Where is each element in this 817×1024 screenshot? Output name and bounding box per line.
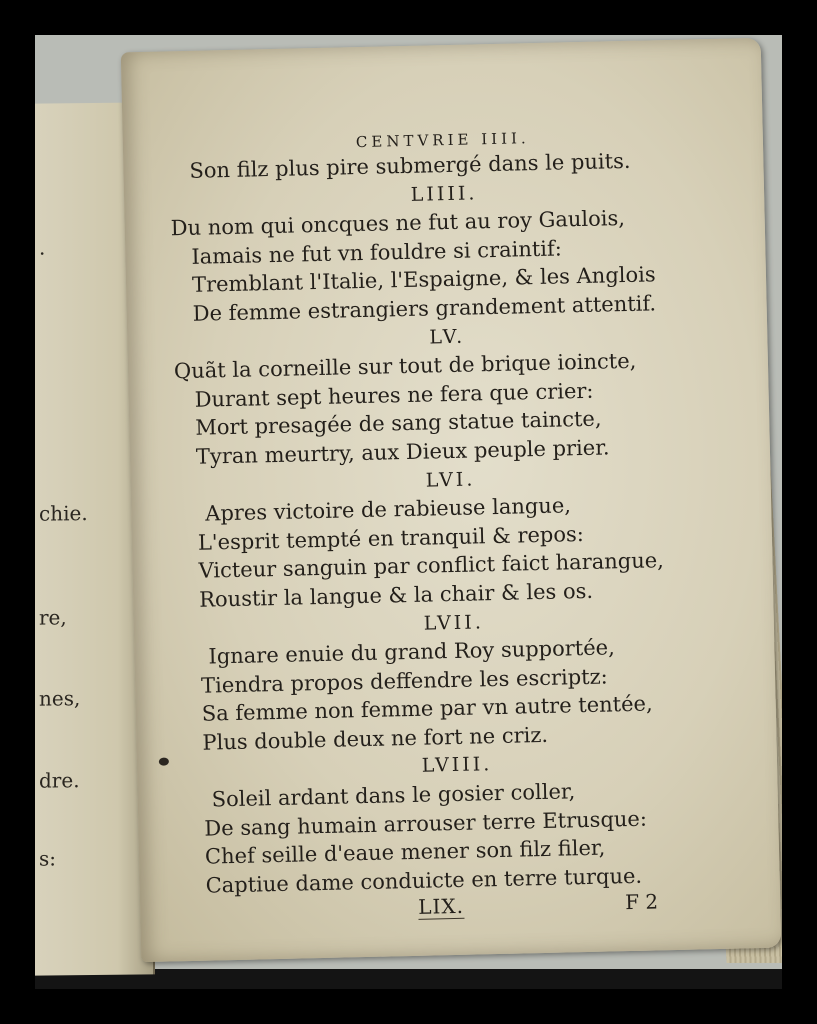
verse-line: Iamais ne fut vn fouldre si craintif: bbox=[191, 236, 563, 269]
verse-line: L'esprit tempté en tranquil & repos: bbox=[197, 521, 585, 555]
verse-line: Tiendra propos deffendre les escriptz: bbox=[200, 664, 608, 698]
verse-line: Roustir la langue & la chair & les os. bbox=[198, 578, 594, 612]
book-photograph bbox=[35, 35, 782, 989]
verse-line: Du nom qui oncques ne fut au roy Gaulois, bbox=[170, 206, 626, 241]
verse-line: Chef seille d'eaue mener son filz filer, bbox=[204, 835, 606, 869]
signature-mark: F 2 bbox=[624, 889, 659, 915]
left-page-fragment: dre. bbox=[39, 768, 80, 793]
carryover-line: Son filz plus pire submergé dans le puits. bbox=[189, 148, 631, 183]
catchword: LIX. bbox=[417, 894, 465, 920]
left-page-fragment: re, bbox=[39, 605, 67, 630]
running-head: CENTVRIE IIII. bbox=[355, 129, 530, 152]
quatrain-number: LVIII. bbox=[421, 753, 493, 778]
verse-line: Quãt la corneille sur tout de brique ioincte, bbox=[173, 348, 637, 384]
verse-line: De sang humain arrouser terre Etrusque: bbox=[204, 806, 648, 841]
quatrain-number: LIIII. bbox=[410, 181, 478, 206]
verse-line: Durant sept heures ne fera que crier: bbox=[194, 378, 594, 412]
left-page-fragment: . bbox=[39, 235, 46, 260]
left-page-fragment: s: bbox=[39, 846, 57, 871]
verse-line: Apres victoire de rabieuse langue, bbox=[204, 493, 572, 526]
quatrain-number: LVII. bbox=[423, 610, 485, 635]
quatrain-number: LVI. bbox=[425, 467, 476, 492]
verse-line: Victeur sanguin par conflict faict harangue, bbox=[198, 548, 665, 584]
verse-lines bbox=[163, 145, 740, 901]
quatrain-number: LV. bbox=[429, 325, 466, 349]
verse-line: Soleil ardant dans le gosier coller, bbox=[211, 779, 576, 812]
worm-hole bbox=[159, 757, 169, 765]
verse-line: Tremblant l'Italie, l'Espaigne, & les Anglois bbox=[191, 262, 656, 298]
verse-line: Mort presagée de sang statue taincte, bbox=[195, 406, 602, 441]
verse-line: Ignare enuie du grand Roy supportée, bbox=[208, 635, 616, 669]
verse-line: De femme estrangiers grandement attentif. bbox=[192, 291, 657, 326]
right-page bbox=[121, 38, 781, 962]
left-page-fragment: chie. bbox=[39, 501, 88, 526]
left-page-fragment: nes, bbox=[39, 686, 81, 711]
verse-line: Captiue dame conduicte en terre turque. bbox=[205, 863, 643, 898]
verse-line: Sa femme non femme par vn autre tentée, bbox=[201, 691, 653, 726]
page-text bbox=[163, 123, 741, 931]
verse-line: Plus double deux ne fort ne criz. bbox=[202, 722, 549, 755]
verse-line: Tyran meurtry, aux Dieux peuple prier. bbox=[195, 435, 610, 469]
